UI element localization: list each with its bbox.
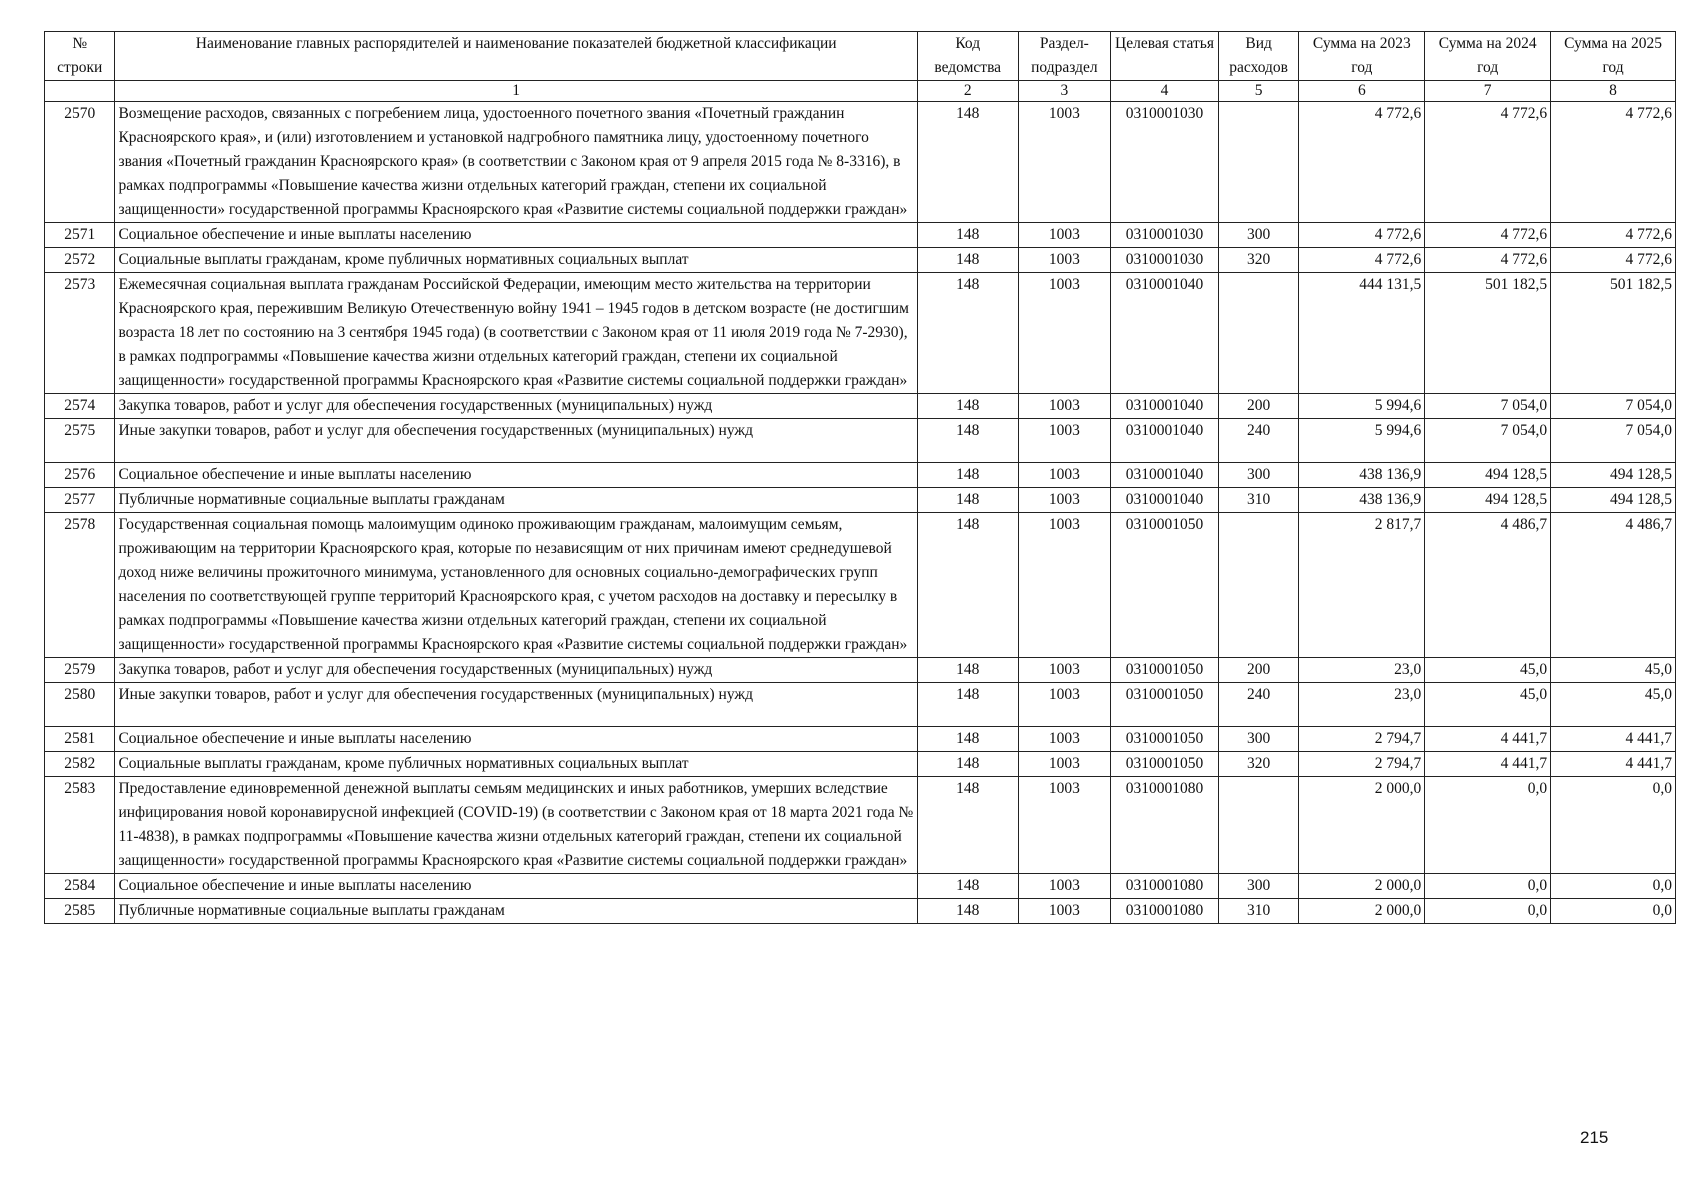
- row-number: 2579: [45, 658, 115, 683]
- sum-2023: 2 794,7: [1299, 727, 1425, 752]
- sum-2023: 438 136,9: [1299, 463, 1425, 488]
- sum-2025: 4 772,6: [1551, 102, 1676, 223]
- row-number: 2576: [45, 463, 115, 488]
- row-name: Социальное обеспечение и иные выплаты населению: [115, 223, 917, 248]
- section-code: 1003: [1018, 273, 1111, 394]
- index-cell: 3: [1018, 81, 1111, 102]
- row-number: 2584: [45, 874, 115, 899]
- target-code: 0310001030: [1111, 102, 1219, 223]
- row-number: 2583: [45, 777, 115, 874]
- header-sum-2025: Сумма на 2025 год: [1551, 32, 1676, 81]
- row-name: Государственная социальная помощь малоимущим одиноко проживающим гражданам, малоимущим семьям, проживающим на территории Красноярского края, которые по независящим от них причинам имеют среднедушевой доход ниже величины прожиточного минимума, установленного для основных социально-демографических групп населения по соответствующей группе территорий Красноярского края, с учетом расходов на доставку и пересылку в рамках подпрограммы «Повышение качества жизни отдельных категорий граждан, степени их социальной защищенности» государственной программы Красноярского края «Развитие системы социальной поддержки граждан»: [115, 513, 917, 658]
- section-code: 1003: [1018, 419, 1111, 463]
- sum-2025: 4 441,7: [1551, 727, 1676, 752]
- expense-type: [1218, 102, 1299, 223]
- row-name: Социальное обеспечение и иные выплаты населению: [115, 463, 917, 488]
- dept-code: 148: [917, 419, 1018, 463]
- row-number: 2580: [45, 683, 115, 727]
- table-row: [45, 513, 1676, 658]
- sum-2025: 45,0: [1551, 683, 1676, 727]
- sum-2025: 494 128,5: [1551, 463, 1676, 488]
- sum-2023: 5 994,6: [1299, 419, 1425, 463]
- expense-type: 320: [1218, 248, 1299, 273]
- sum-2025: 45,0: [1551, 658, 1676, 683]
- dept-code: 148: [917, 752, 1018, 777]
- dept-code: 148: [917, 223, 1018, 248]
- dept-code: 148: [917, 394, 1018, 419]
- sum-2024: 45,0: [1425, 683, 1551, 727]
- sum-2025: 7 054,0: [1551, 394, 1676, 419]
- sum-2024: 4 441,7: [1425, 727, 1551, 752]
- target-code: 0310001040: [1111, 463, 1219, 488]
- expense-type: 310: [1218, 899, 1299, 924]
- sum-2025: 0,0: [1551, 777, 1676, 874]
- target-code: 0310001050: [1111, 727, 1219, 752]
- sum-2024: 501 182,5: [1425, 273, 1551, 394]
- table-row: [45, 727, 1676, 752]
- row-number: 2573: [45, 273, 115, 394]
- sum-2025: 4 772,6: [1551, 248, 1676, 273]
- target-code: 0310001050: [1111, 752, 1219, 777]
- table-row: [45, 683, 1676, 727]
- index-cell: 5: [1218, 81, 1299, 102]
- sum-2025: 501 182,5: [1551, 273, 1676, 394]
- sum-2024: 0,0: [1425, 777, 1551, 874]
- sum-2023: 4 772,6: [1299, 102, 1425, 223]
- row-name: Социальное обеспечение и иные выплаты населению: [115, 874, 917, 899]
- row-number: 2581: [45, 727, 115, 752]
- row-name: Публичные нормативные социальные выплаты гражданам: [115, 899, 917, 924]
- page-number: 215: [1580, 1128, 1609, 1147]
- dept-code: 148: [917, 683, 1018, 727]
- row-number: 2571: [45, 223, 115, 248]
- sum-2023: 4 772,6: [1299, 223, 1425, 248]
- index-cell: 4: [1111, 81, 1219, 102]
- dept-code: 148: [917, 513, 1018, 658]
- section-code: 1003: [1018, 223, 1111, 248]
- table-row: [45, 899, 1676, 924]
- budget-table: [44, 31, 1676, 924]
- row-name: Публичные нормативные социальные выплаты гражданам: [115, 488, 917, 513]
- dept-code: 148: [917, 248, 1018, 273]
- dept-code: 148: [917, 463, 1018, 488]
- target-code: 0310001040: [1111, 488, 1219, 513]
- table-row: [45, 874, 1676, 899]
- table-row: [45, 248, 1676, 273]
- section-code: 1003: [1018, 394, 1111, 419]
- target-code: 0310001040: [1111, 419, 1219, 463]
- header-exp-type: Вид расходов: [1218, 32, 1299, 81]
- sum-2023: 2 000,0: [1299, 777, 1425, 874]
- header-sum-2024: Сумма на 2024 год: [1425, 32, 1551, 81]
- sum-2023: 4 772,6: [1299, 248, 1425, 273]
- sum-2025: 494 128,5: [1551, 488, 1676, 513]
- row-number: 2585: [45, 899, 115, 924]
- row-name: Иные закупки товаров, работ и услуг для обеспечения государственных (муниципальных) нужд: [115, 683, 917, 727]
- index-cell: 6: [1299, 81, 1425, 102]
- expense-type: [1218, 777, 1299, 874]
- section-code: 1003: [1018, 752, 1111, 777]
- row-name: Возмещение расходов, связанных с погребением лица, удостоенного почетного звания «Почетный гражданин Красноярского края», и (или) изготовлением и установкой надгробного памятника лицу, удостоенному почетного звания «Почетный гражданин Красноярского края» (в соответствии с Законом края от 9 апреля 2015 года № 8-3316), в рамках подпрограммы «Повышение качества жизни отдельных категорий граждан, степени их социальной защищенности» государственной программы Красноярского края «Развитие системы социальной поддержки граждан»: [115, 102, 917, 223]
- sum-2024: 494 128,5: [1425, 463, 1551, 488]
- sum-2025: 4 441,7: [1551, 752, 1676, 777]
- sum-2023: 2 000,0: [1299, 874, 1425, 899]
- row-name: Ежемесячная социальная выплата гражданам Российской Федерации, имеющим место жительства на территории Красноярского края, пережившим Великую Отечественную войну 1941 – 1945 годов в детском возрасте (не достигшим возраста 18 лет по состоянию на 3 сентября 1945 года) (в соответствии с Законом края от 11 июля 2019 года № 7-2930), в рамках подпрограммы «Повышение качества жизни отдельных категорий граждан, степени их социальной защищенности» государственной программы Красноярского края «Развитие системы социальной поддержки граждан»: [115, 273, 917, 394]
- row-name: Иные закупки товаров, работ и услуг для обеспечения государственных (муниципальных) нужд: [115, 419, 917, 463]
- sum-2023: 2 817,7: [1299, 513, 1425, 658]
- header-name: Наименование главных распорядителей и наименование показателей бюджетной классификации: [115, 32, 917, 81]
- sum-2024: 4 441,7: [1425, 752, 1551, 777]
- sum-2023: 5 994,6: [1299, 394, 1425, 419]
- expense-type: 240: [1218, 683, 1299, 727]
- sum-2025: 0,0: [1551, 899, 1676, 924]
- dept-code: 148: [917, 102, 1018, 223]
- sum-2024: 4 772,6: [1425, 248, 1551, 273]
- row-number: 2574: [45, 394, 115, 419]
- row-number: 2577: [45, 488, 115, 513]
- expense-type: 300: [1218, 223, 1299, 248]
- row-name: Социальные выплаты гражданам, кроме публичных нормативных социальных выплат: [115, 248, 917, 273]
- sum-2023: 2 794,7: [1299, 752, 1425, 777]
- index-cell: 7: [1425, 81, 1551, 102]
- sum-2023: 2 000,0: [1299, 899, 1425, 924]
- table-row: [45, 777, 1676, 874]
- table-row: [45, 419, 1676, 463]
- row-number: 2572: [45, 248, 115, 273]
- sum-2025: 7 054,0: [1551, 419, 1676, 463]
- index-cell: 2: [917, 81, 1018, 102]
- expense-type: 200: [1218, 394, 1299, 419]
- dept-code: 148: [917, 727, 1018, 752]
- row-number: 2575: [45, 419, 115, 463]
- index-cell: [45, 81, 115, 102]
- expense-type: 310: [1218, 488, 1299, 513]
- table-row: [45, 463, 1676, 488]
- index-cell: 1: [115, 81, 917, 102]
- row-number: 2570: [45, 102, 115, 223]
- sum-2023: 444 131,5: [1299, 273, 1425, 394]
- expense-type: 300: [1218, 874, 1299, 899]
- header-row: [45, 32, 1676, 81]
- expense-type: [1218, 513, 1299, 658]
- dept-code: 148: [917, 488, 1018, 513]
- sum-2024: 7 054,0: [1425, 394, 1551, 419]
- sum-2024: 4 772,6: [1425, 102, 1551, 223]
- section-code: 1003: [1018, 683, 1111, 727]
- target-code: 0310001050: [1111, 513, 1219, 658]
- expense-type: 320: [1218, 752, 1299, 777]
- index-cell: 8: [1551, 81, 1676, 102]
- table-row: [45, 658, 1676, 683]
- dept-code: 148: [917, 658, 1018, 683]
- section-code: 1003: [1018, 513, 1111, 658]
- target-code: 0310001030: [1111, 248, 1219, 273]
- expense-type: 300: [1218, 727, 1299, 752]
- target-code: 0310001080: [1111, 777, 1219, 874]
- row-name: Социальные выплаты гражданам, кроме публичных нормативных социальных выплат: [115, 752, 917, 777]
- section-code: 1003: [1018, 777, 1111, 874]
- sum-2024: 0,0: [1425, 899, 1551, 924]
- row-name: Закупка товаров, работ и услуг для обеспечения государственных (муниципальных) нужд: [115, 394, 917, 419]
- table-row: [45, 273, 1676, 394]
- table-row: [45, 223, 1676, 248]
- table-row: [45, 488, 1676, 513]
- header-target: Целевая статья: [1111, 32, 1219, 81]
- sum-2023: 23,0: [1299, 683, 1425, 727]
- section-code: 1003: [1018, 899, 1111, 924]
- expense-type: [1218, 273, 1299, 394]
- section-code: 1003: [1018, 102, 1111, 223]
- sum-2024: 0,0: [1425, 874, 1551, 899]
- expense-type: 240: [1218, 419, 1299, 463]
- section-code: 1003: [1018, 488, 1111, 513]
- row-name: Закупка товаров, работ и услуг для обеспечения государственных (муниципальных) нужд: [115, 658, 917, 683]
- row-number: 2582: [45, 752, 115, 777]
- sum-2024: 45,0: [1425, 658, 1551, 683]
- section-code: 1003: [1018, 727, 1111, 752]
- sum-2025: 4 772,6: [1551, 223, 1676, 248]
- row-name: Социальное обеспечение и иные выплаты населению: [115, 727, 917, 752]
- column-index-row: [45, 81, 1676, 102]
- target-code: 0310001050: [1111, 683, 1219, 727]
- target-code: 0310001050: [1111, 658, 1219, 683]
- header-row-no: № строки: [45, 32, 115, 81]
- section-code: 1003: [1018, 658, 1111, 683]
- sum-2023: 23,0: [1299, 658, 1425, 683]
- dept-code: 148: [917, 777, 1018, 874]
- target-code: 0310001080: [1111, 899, 1219, 924]
- sum-2025: 4 486,7: [1551, 513, 1676, 658]
- sum-2023: 438 136,9: [1299, 488, 1425, 513]
- sum-2024: 7 054,0: [1425, 419, 1551, 463]
- header-code: Код ведомства: [917, 32, 1018, 81]
- sum-2024: 494 128,5: [1425, 488, 1551, 513]
- expense-type: 200: [1218, 658, 1299, 683]
- target-code: 0310001030: [1111, 223, 1219, 248]
- sum-2025: 0,0: [1551, 874, 1676, 899]
- dept-code: 148: [917, 874, 1018, 899]
- target-code: 0310001040: [1111, 394, 1219, 419]
- dept-code: 148: [917, 273, 1018, 394]
- target-code: 0310001040: [1111, 273, 1219, 394]
- header-section: Раздел-подраздел: [1018, 32, 1111, 81]
- section-code: 1003: [1018, 874, 1111, 899]
- section-code: 1003: [1018, 248, 1111, 273]
- row-name: Предоставление единовременной денежной выплаты семьям медицинских и иных работников, умерших вследствие инфицирования новой коронавирусной инфекцией (COVID-19) (в соответствии с Законом края от 18 марта 2021 года № 11-4838), в рамках подпрограммы «Повышение качества жизни отдельных категорий граждан, степени их социальной защищенности» государственной программы Красноярского края «Развитие системы социальной поддержки граждан»: [115, 777, 917, 874]
- section-code: 1003: [1018, 463, 1111, 488]
- dept-code: 148: [917, 899, 1018, 924]
- sum-2024: 4 486,7: [1425, 513, 1551, 658]
- sum-2024: 4 772,6: [1425, 223, 1551, 248]
- table-row: [45, 102, 1676, 223]
- expense-type: 300: [1218, 463, 1299, 488]
- target-code: 0310001080: [1111, 874, 1219, 899]
- table-row: [45, 752, 1676, 777]
- header-sum-2023: Сумма на 2023 год: [1299, 32, 1425, 81]
- row-number: 2578: [45, 513, 115, 658]
- table-row: [45, 394, 1676, 419]
